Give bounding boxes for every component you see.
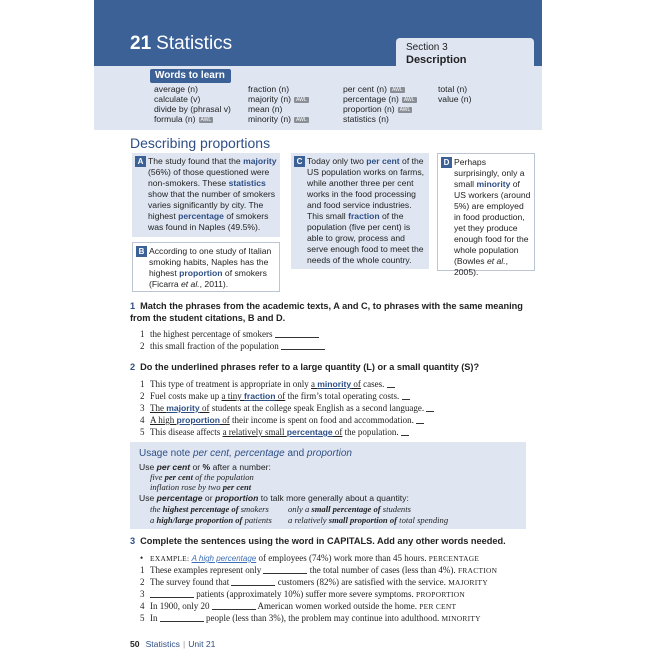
usage-example: the highest percentage of smokers	[150, 504, 269, 514]
unit-title	[130, 33, 232, 55]
usage-example: inflation rose by two per cent	[150, 482, 252, 492]
usage-example: a high/large proportion of patients	[150, 515, 272, 525]
answer-blank[interactable]	[150, 589, 194, 598]
vocab-word: statistics (n)	[343, 114, 389, 124]
answer-blank[interactable]	[416, 415, 424, 424]
exercise-3-item: 1 These examples represent only the total number of cases (less than 4%). FRACTION	[140, 565, 498, 575]
awl-badge: AWL	[295, 117, 307, 123]
answer-blank[interactable]	[401, 427, 409, 436]
usage-example: five per cent of the population	[150, 472, 254, 482]
page	[94, 0, 542, 665]
text-card-d	[437, 153, 535, 277]
vocab-column-2	[248, 84, 309, 124]
vocab-word: percentage (n) AWL	[343, 94, 415, 104]
card-text: According to one study of Italian smoking habits, Naples has the highest proportion of smokers (Ficarra et al., 2011).	[149, 246, 272, 289]
exercise-2-item: 1 This type of treatment is appropriate in only a minority of cases.	[140, 379, 395, 390]
unit-name: Statistics	[156, 33, 233, 54]
section-title: Description	[406, 54, 467, 66]
card-text: Today only two per cent of the US population works on farms, while another three per cent works in the food processing and food service industries. This small fraction of the population (five per cent) is able to grow, process and serve enough food to meet the needs of the whole country.	[307, 156, 425, 265]
vocab-word: per cent (n) AWL	[343, 84, 403, 94]
answer-blank[interactable]	[281, 341, 325, 350]
exercise-2-item: 4 A high proportion of their income is spent on food and accommodation.	[140, 415, 424, 426]
section-tab	[396, 38, 534, 68]
answer-blank[interactable]	[387, 379, 395, 388]
text-card-a	[132, 153, 280, 237]
answer-blank[interactable]	[426, 403, 434, 412]
page-number: 50	[130, 639, 140, 649]
usage-example: only a small percentage of students	[288, 504, 411, 514]
vocab-column-4	[438, 84, 471, 104]
exercise-2-item: 5 This disease affects a relatively small percentage of the population.	[140, 427, 409, 438]
vocab-word: average (n)	[154, 84, 198, 94]
card-letter: B	[136, 246, 147, 257]
exercise-2-item: 2 Fuel costs make up a tiny fraction of the firm’s total operating costs.	[140, 391, 410, 402]
vocab-word: total (n)	[438, 84, 468, 94]
vocab-word: majority (n) AWL	[248, 94, 307, 104]
answer-blank[interactable]	[160, 613, 204, 622]
answer-blank[interactable]	[402, 391, 410, 400]
vocab-word: mean (n)	[248, 104, 283, 114]
footer-separator: |	[182, 639, 186, 649]
exercise-3-item: 5 In people (less than 3%), the problem may continue into adulthood. MINORITY	[140, 613, 481, 623]
awl-badge: AWL	[295, 97, 307, 103]
usage-example: a relatively small proportion of total spending	[288, 515, 449, 525]
vocab-column-3	[343, 84, 417, 124]
footer-book: Statistics	[145, 639, 180, 649]
page-footer	[130, 639, 215, 649]
usage-rule-1: Use per cent or % after a number:	[139, 462, 271, 472]
exercise-3-instruction: 3 Complete the sentences using the word in CAPITALS. Add any other words needed.	[130, 536, 506, 546]
unit-number: 21	[130, 33, 152, 54]
vocab-word: minority (n) AWL	[248, 114, 307, 124]
exercise-2-instruction: 2 Do the underlined phrases refer to a large quantity (L) or a small quantity (S)?	[130, 362, 480, 372]
answer-blank[interactable]	[231, 577, 275, 586]
card-letter: A	[135, 156, 146, 167]
text-card-c	[291, 153, 429, 269]
exercise-1-item: 2 this small fraction of the population	[140, 341, 325, 352]
section-label: Section 3	[406, 42, 448, 53]
card-letter: D	[441, 157, 452, 168]
footer-unit: Unit 21	[188, 639, 216, 649]
awl-badge: AWL	[200, 117, 212, 123]
exercise-1-item: 1 the highest percentage of smokers	[140, 329, 319, 340]
awl-badge: AWL	[391, 87, 403, 93]
answer-blank[interactable]	[263, 565, 307, 574]
vocab-word: proportion (n) AWL	[343, 104, 411, 114]
answer-blank[interactable]	[275, 329, 319, 338]
exercise-3-item: 4 In 1900, only 20 American women worked outside the home. PER CENT	[140, 601, 457, 611]
exercise-2-item: 3 The majority of students at the college speak English as a second language.	[140, 403, 434, 414]
vocab-word: formula (n) AWL	[154, 114, 212, 124]
exercise-3-item: 2 The survey found that customers (82%) are satisfied with the service. MAJORITY	[140, 577, 488, 587]
vocab-word: divide by (phrasal v)	[154, 104, 231, 114]
awl-badge: AWL	[403, 97, 415, 103]
usage-rule-2: Use percentage or proportion to talk more generally about a quantity:	[139, 493, 409, 503]
answer-blank[interactable]	[212, 601, 256, 610]
awl-badge: AWL	[399, 107, 411, 113]
card-letter: C	[294, 156, 305, 167]
card-text: Perhaps surprisingly, only a small minority of US workers (around 5%) are employed in food production, yet they produce enough food for the whole population (Bowles et al., 2005).	[454, 157, 531, 277]
usage-note	[130, 442, 526, 529]
vocab-word: calculate (v)	[154, 94, 201, 104]
vocab-column-1	[154, 84, 231, 124]
section-heading: Describing proportions	[130, 135, 271, 151]
exercise-3-item: 3 patients (approximately 10%) suffer more severe symptoms. PROPORTION	[140, 589, 465, 599]
words-to-learn-label: Words to learn	[150, 69, 231, 83]
vocab-word: fraction (n)	[248, 84, 290, 94]
vocab-word: value (n)	[438, 94, 472, 104]
card-text: The study found that the majority (56%) of those questioned were non-smokers. These statistics show that the number of smokers varies significantly by city. The highest percentage of smokers was found in Naples (49.5%).	[148, 156, 277, 232]
exercise-3-example: • EXAMPLE: A high percentage of employees (74%) work more than 45 hours. PERCENTAGE	[140, 553, 480, 563]
exercise-1-instruction: 1 Match the phrases from the academic texts, A and C, to phrases with the same meaning from the student citations, B and D.	[130, 301, 523, 323]
text-card-b	[132, 242, 280, 292]
usage-note-title: Usage note per cent, percentage and proportion	[139, 448, 352, 459]
